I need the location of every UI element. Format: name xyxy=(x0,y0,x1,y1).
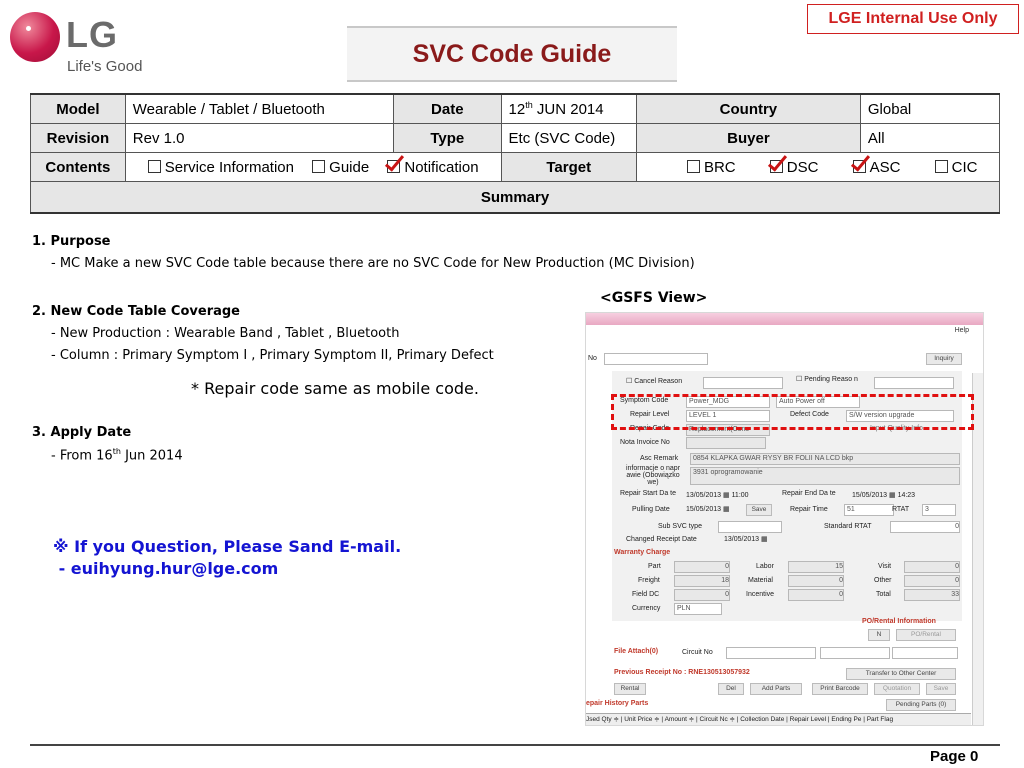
gsfs-nota-invoice-field[interactable] xyxy=(686,437,766,449)
gsfs-po-rental-button[interactable]: PO/Rental xyxy=(896,629,956,641)
gsfs-repair-end-value: 15/05/2013 ▦ 14:23 xyxy=(852,492,916,499)
gsfs-rtat-label: RTAT xyxy=(892,506,910,513)
gsfs-po-rental-title: PO/Rental Information xyxy=(862,618,936,625)
gsfs-no-select[interactable] xyxy=(604,353,708,365)
gsfs-repair-code-label: Repair Code xyxy=(630,425,670,432)
gsfs-symptom-code-label: Symptom Code xyxy=(620,397,669,404)
gsfs-other-field: 0 xyxy=(904,575,960,587)
gsfs-labor-label: Labor xyxy=(756,563,774,570)
option-service-information: Service Information xyxy=(164,158,294,176)
gsfs-help-link[interactable]: Help xyxy=(954,327,969,334)
gsfs-print-barcode-button[interactable]: Print Barcode xyxy=(812,683,868,695)
type-value: Etc (SVC Code) xyxy=(501,124,636,153)
page-number: Page 0 xyxy=(930,748,979,765)
repair-code-note: * Repair code same as mobile code. xyxy=(191,379,479,398)
gsfs-incentive-label: Incentive xyxy=(746,591,775,598)
gsfs-pending-parts-button[interactable]: Pending Parts (0) xyxy=(886,699,956,711)
gsfs-standard-rtat-field[interactable]: 0 xyxy=(890,521,960,533)
gsfs-circuit-no-field-2[interactable] xyxy=(820,647,890,659)
gsfs-pending-reason-select[interactable] xyxy=(874,377,954,389)
model-label: Model xyxy=(31,94,126,124)
model-value: Wearable / Tablet / Bluetooth xyxy=(125,94,393,124)
gsfs-repair-history-title: epair History Parts xyxy=(586,700,649,707)
gsfs-circuit-no-label: Circuit No xyxy=(682,649,713,656)
gsfs-changed-receipt-label: Changed Receipt Date xyxy=(626,536,697,543)
logo-wordmark: LG xyxy=(66,14,118,55)
buyer-value: All xyxy=(860,124,999,153)
gsfs-save-button[interactable]: Save xyxy=(746,504,772,516)
gsfs-symptom-code-2-select[interactable]: Auto Power off xyxy=(776,396,860,408)
gsfs-visit-label: Visit xyxy=(878,563,892,570)
revision-label: Revision xyxy=(31,124,126,153)
country-label: Country xyxy=(636,94,860,124)
gsfs-freight-label: Freight xyxy=(638,577,660,584)
gsfs-quotation-button[interactable]: Quotation xyxy=(874,683,920,695)
gsfs-sub-svc-field[interactable] xyxy=(718,521,782,533)
type-label: Type xyxy=(394,124,502,153)
gsfs-repair-start-value: 13/05/2013 ▦ 11:00 xyxy=(686,492,749,499)
gsfs-labor-field: 15 xyxy=(788,561,844,573)
gsfs-standard-rtat-label: Standard RTAT xyxy=(824,523,872,530)
contact-line-1: ※ If you Question, Please Sand E-mail. xyxy=(53,537,402,556)
checkbox-guide[interactable] xyxy=(312,160,325,173)
internal-use-badge: LGE Internal Use Only xyxy=(807,4,1019,34)
gsfs-repair-end-label: Repair End Da te xyxy=(782,490,836,497)
gsfs-repair-start-label: Repair Start Da te xyxy=(620,490,677,497)
logo-eye xyxy=(26,26,31,31)
gsfs-incentive-field: 0 xyxy=(788,589,844,601)
gsfs-n-field[interactable]: N xyxy=(868,629,890,641)
gsfs-inform-field[interactable]: 3931 oprogramowanie xyxy=(690,467,960,485)
buyer-label: Buyer xyxy=(636,124,860,153)
checkbox-service-information[interactable] xyxy=(148,160,161,173)
gsfs-pending-reason-label: ☐ Pending Reaso n xyxy=(796,376,858,383)
gsfs-view-label: <GSFS View> xyxy=(600,290,708,306)
gsfs-input-quality-link[interactable]: Input Quality Info. xyxy=(870,425,925,432)
summary-header: Summary xyxy=(31,182,1000,214)
document-info-table xyxy=(30,93,1000,214)
gsfs-pulling-date-label: Pulling Date xyxy=(632,506,670,513)
document-title: SVC Code Guide xyxy=(347,26,677,82)
gsfs-parts-table-header[interactable]: Jsed Qty ≑ | Unit Price ≑ | Amount ≑ | Circuit Nc ≑ | Collection Date | Repair Level | Ending Pe | Part Flag xyxy=(586,713,971,726)
checkbox-brc[interactable] xyxy=(687,160,700,173)
gsfs-repair-level-label: Repair Level xyxy=(630,411,670,418)
gsfs-visit-field: 0 xyxy=(904,561,960,573)
gsfs-freight-field: 18 xyxy=(674,575,730,587)
date-label: Date xyxy=(394,94,502,124)
gsfs-currency-select[interactable]: PLN xyxy=(674,603,722,615)
revision-value: Rev 1.0 xyxy=(125,124,393,153)
contents-label: Contents xyxy=(31,153,126,182)
gsfs-warranty-charge-title: Warranty Charge xyxy=(614,549,671,556)
gsfs-currency-label: Currency xyxy=(632,605,661,612)
gsfs-symptom-code-select[interactable]: Power_MDG xyxy=(686,396,770,408)
checkbox-cic[interactable] xyxy=(935,160,948,173)
option-cic: CIC xyxy=(951,158,978,176)
coverage-title: 2. New Code Table Coverage xyxy=(32,304,240,319)
gsfs-pulling-date-value: 15/05/2013 ▦ xyxy=(686,506,730,513)
highlight-dashed-box xyxy=(611,394,974,430)
gsfs-no-label: No xyxy=(588,355,597,362)
gsfs-previous-receipt: Previous Receipt No : RNE130513057932 xyxy=(614,669,750,676)
gsfs-rental-button[interactable]: Rental xyxy=(614,683,646,695)
gsfs-title-bar xyxy=(586,313,983,325)
gsfs-changed-receipt-value: 13/05/2013 ▦ xyxy=(724,536,768,543)
gsfs-repair-time-label: Repair Time xyxy=(790,506,828,513)
gsfs-save2-button[interactable]: Save xyxy=(926,683,956,695)
checkbox-notification[interactable] xyxy=(387,160,400,173)
gsfs-defect-code-select[interactable]: S/W version upgrade xyxy=(846,410,954,422)
gsfs-del-button[interactable]: Del xyxy=(718,683,744,695)
purpose-title: 1. Purpose xyxy=(32,234,111,249)
gsfs-transfer-button[interactable]: Transfer to Other Center xyxy=(846,668,956,680)
gsfs-screenshot xyxy=(585,312,984,726)
gsfs-material-field: 0 xyxy=(788,575,844,587)
gsfs-total-label: Total xyxy=(876,591,891,598)
gsfs-repair-level-select[interactable]: LEVEL 1 xyxy=(686,410,770,422)
logo-tagline: Life's Good xyxy=(67,58,143,75)
option-notification: Notification xyxy=(404,158,479,176)
gsfs-circuit-no-field[interactable] xyxy=(726,647,816,659)
gsfs-add-parts-button[interactable]: Add Parts xyxy=(750,683,802,695)
gsfs-asc-remark-field[interactable]: 0854 KLAPKA GWAR RYSY BR FOLII NA LCD bkp xyxy=(690,453,960,465)
coverage-line-1: - New Production : Wearable Band , Tablet , Bluetooth xyxy=(51,326,400,341)
footer-divider xyxy=(30,744,1000,746)
gsfs-cancel-reason-select[interactable] xyxy=(703,377,783,389)
gsfs-rtat-field[interactable]: 3 xyxy=(922,504,956,516)
apply-date-text: - From 16th Jun 2014 xyxy=(51,447,183,464)
gsfs-inform-label: informacje o napr awie (Obowiązko we) xyxy=(625,465,681,486)
date-value: 12th JUN 2014 xyxy=(501,94,636,124)
gsfs-other-label: Other xyxy=(874,577,892,584)
option-dsc: DSC xyxy=(786,158,819,176)
target-options xyxy=(636,153,999,182)
gsfs-nota-invoice-label: Nota Invoice No xyxy=(620,439,670,446)
gsfs-repair-code-select[interactable]: Replacement(Cons xyxy=(686,424,770,436)
gsfs-asc-remark-label: Asc Remark xyxy=(640,455,679,462)
gsfs-part-field: 0 xyxy=(674,561,730,573)
checkbox-asc[interactable] xyxy=(853,160,866,173)
gsfs-field-dc-field: 0 xyxy=(674,589,730,601)
apply-date-title: 3. Apply Date xyxy=(32,425,132,440)
option-asc: ASC xyxy=(869,158,901,176)
purpose-text: - MC Make a new SVC Code table because there are no SVC Code for New Production (MC Division) xyxy=(51,256,695,271)
gsfs-sub-svc-label: Sub SVC type xyxy=(658,523,702,530)
gsfs-total-field: 33 xyxy=(904,589,960,601)
coverage-line-2: - Column : Primary Symptom I , Primary Symptom II, Primary Defect xyxy=(51,348,494,363)
contact-email[interactable]: - euihyung.hur@lge.com xyxy=(53,559,279,578)
lg-logo-icon xyxy=(10,12,60,62)
country-value: Global xyxy=(860,94,999,124)
gsfs-defect-code-label: Defect Code xyxy=(790,411,829,418)
checkbox-dsc[interactable] xyxy=(770,160,783,173)
option-guide: Guide xyxy=(329,158,370,176)
gsfs-repair-time-field[interactable]: 51 xyxy=(844,504,894,516)
target-label: Target xyxy=(501,153,636,182)
gsfs-material-label: Material xyxy=(748,577,773,584)
option-brc: BRC xyxy=(703,158,736,176)
gsfs-inquiry-button[interactable]: Inquiry xyxy=(926,353,962,365)
gsfs-part-label: Part xyxy=(648,563,661,570)
gsfs-cancel-reason-label: ☐ Cancel Reason xyxy=(626,378,683,385)
contents-options xyxy=(125,153,501,182)
gsfs-field-dc-label: Field DC xyxy=(632,591,660,598)
gsfs-circuit-no-field-3[interactable] xyxy=(892,647,958,659)
gsfs-file-attach[interactable]: File Attach(0) xyxy=(614,648,659,655)
